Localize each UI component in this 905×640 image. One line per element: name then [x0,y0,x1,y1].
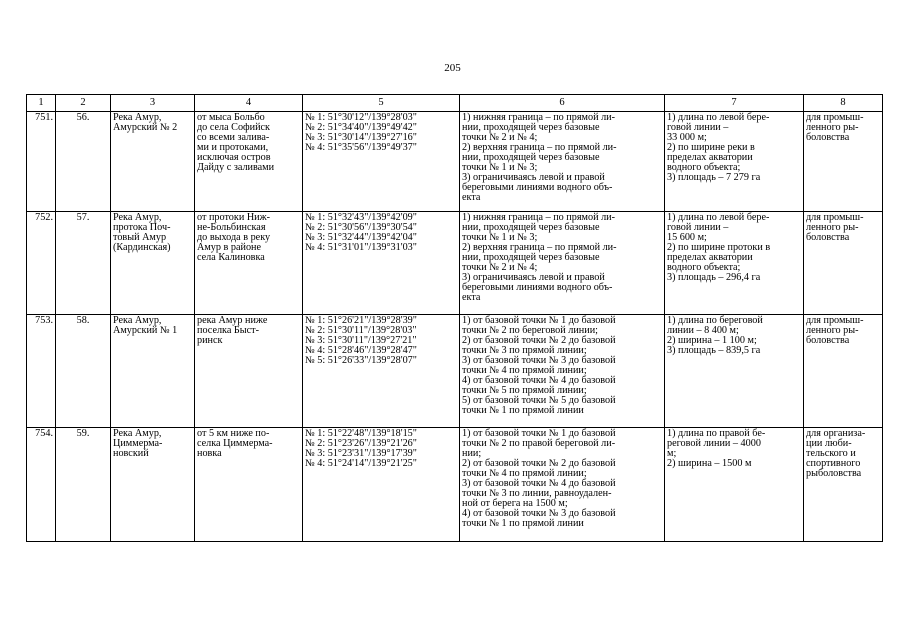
cell-line: поселка Быст- [197,325,259,336]
cell-line: не-Больбинская [197,222,266,233]
cell-line: № 2: 51°34'40"/139°49'42" [305,122,417,133]
location-description [195,112,303,212]
cell-line: новский [113,448,149,459]
base-point-coordinates [303,212,460,315]
cell-line: водного объекта; [667,262,741,273]
cell-line: береговыми линиями водного объ- [462,282,613,293]
cell-line: 5) от базовой точки № 5 до базовой [462,395,616,406]
cell-line: говой линии – [667,122,729,133]
cell-line: екта [462,292,481,303]
cell-line: боловства [806,232,850,243]
cell-line: 1) нижняя граница – по прямой ли- [462,112,615,123]
cell-line: № 3: 51°30'11"/139°27'21" [305,335,417,346]
cell-line: № 4: 51°28'46"/139°28'47" [305,345,417,356]
section-number: 58. [56,315,111,428]
cell-line: 3) площадь – 7 279 га [667,172,761,183]
cell-line: 4) от базовой точки № 3 до базовой [462,508,616,519]
cell-line: 1) длина по левой бере- [667,112,770,123]
table-row [27,315,883,428]
cell-line: № 4: 51°35'56"/139°49'37" [305,142,417,153]
cell-line: № 2: 51°23'26"/139°21'26" [305,438,417,449]
cell-line: пределах акватории [667,152,753,163]
water-body-name [111,428,195,542]
usage-purpose [804,315,883,428]
cell-line: точки № 2 и № 4; [462,132,538,143]
cell-line: 2) от базовой точки № 2 до базовой [462,458,616,469]
cell-line: боловства [806,132,850,143]
cell-line: пределах акватории [667,252,753,263]
header-row [27,95,883,112]
cell-line: 2) ширина – 1 100 м; [667,335,757,346]
header-cell: 2 [56,95,111,112]
registry-number: 752. [27,212,56,315]
usage-purpose [804,428,883,542]
cell-line: ленного ры- [806,122,859,133]
cell-line: до выхода в реку [197,232,271,243]
cell-line: товый Амур [113,232,167,243]
cell-line: Амур в районе [197,242,262,253]
cell-line: для промыш- [806,112,864,123]
cell-line: для промыш- [806,212,864,223]
cell-line: точки № 2 и № 4; [462,262,538,273]
cell-line: ции люби- [806,438,852,449]
cell-line: № 2: 51°30'56"/139°30'54" [305,222,417,233]
cell-line: нии, проходящей через базовые [462,252,600,263]
cell-line: селка Циммерма- [197,438,273,449]
cell-line: линии – 8 400 м; [667,325,739,336]
cell-line: № 2: 51°30'11"/139°28'03" [305,325,417,336]
header-cell: 3 [111,95,195,112]
cell-line: точки № 2 по правой береговой ли- [462,438,616,449]
cell-line: нии, проходящей через базовые [462,152,600,163]
header-cell: 5 [303,95,460,112]
section-number: 59. [56,428,111,542]
cell-line: до села Софийск [197,122,271,133]
table-row [27,112,883,212]
cell-line: говой линии – [667,222,729,233]
cell-line: 1) нижняя граница – по прямой ли- [462,212,615,223]
cell-line: 3) площадь – 296,4 га [667,272,761,283]
cell-line: точки № 3 по линии, равноудален- [462,488,612,499]
cell-line: 2) от базовой точки № 2 до базовой [462,335,616,346]
cell-line: екта [462,192,481,203]
cell-line: точки № 4 по прямой линии; [462,365,587,376]
cell-line: Дайду с заливами [197,162,275,173]
cell-line: № 1: 51°30'12"/139°28'03" [305,112,417,123]
cell-line: № 1: 51°26'21"/139°28'39" [305,315,417,326]
cell-line: со всеми залива- [197,132,270,143]
cell-line: от 5 км ниже по- [197,428,270,439]
cell-line: 3) от базовой точки № 4 до базовой [462,478,616,489]
cell-line: тельского и [806,448,856,459]
cell-line: нии, проходящей через базовые [462,122,600,133]
cell-line: 2) по ширине реки в [667,142,755,153]
area-dimensions [665,212,804,315]
base-point-coordinates [303,315,460,428]
cell-line: водного объекта; [667,162,741,173]
cell-line: точки № 1 по прямой линии [462,405,584,416]
cell-line: № 3: 51°30'14"/139°27'16" [305,132,417,143]
cell-line: протока Поч- [113,222,171,233]
boundary-description [460,212,665,315]
cell-line: (Кардинская) [113,242,171,253]
cell-line: точки № 5 по прямой линии; [462,385,587,396]
cell-line: м; [667,448,677,459]
area-dimensions [665,112,804,212]
cell-line: ленного ры- [806,222,859,233]
cell-line: нии, проходящей через базовые [462,222,600,233]
cell-line: 1) от базовой точки № 1 до базовой [462,428,616,439]
cell-line: Река Амур, [113,315,162,326]
cell-line: от протоки Ниж- [197,212,271,223]
cell-line: от мыса Больбо [197,112,265,123]
cell-line: Река Амур, [113,112,162,123]
section-number: 57. [56,212,111,315]
cell-line: 2) верхняя граница – по прямой ли- [462,242,617,253]
cell-line: ринск [197,335,223,346]
cell-line: № 1: 51°22'48"/139°18'15" [305,428,417,439]
cell-line: боловства [806,335,850,346]
area-dimensions [665,315,804,428]
cell-line: 1) длина по береговой [667,315,763,326]
cell-line: № 4: 51°31'01"/139°31'03" [305,242,417,253]
cell-line: 1) длина по левой бере- [667,212,770,223]
cell-line: для промыш- [806,315,864,326]
cell-line: № 5: 51°26'33"/139°28'07" [305,355,417,366]
table-row [27,428,883,542]
cell-line: точки № 1 и № 3; [462,162,538,173]
registry-number: 751. [27,112,56,212]
cell-line: 33 000 м; [667,132,707,143]
cell-line: 1) от базовой точки № 1 до базовой [462,315,616,326]
location-description [195,428,303,542]
water-body-name [111,212,195,315]
cell-line: точки № 3 по прямой линии; [462,345,587,356]
registry-number: 754. [27,428,56,542]
section-number: 56. [56,112,111,212]
fishing-grounds-table [26,94,883,542]
cell-line: 2) по ширине протоки в [667,242,771,253]
cell-line: ной от берега на 1500 м; [462,498,568,509]
base-point-coordinates [303,112,460,212]
cell-line: спортивного [806,458,861,469]
cell-line: точки № 1 и № 3; [462,232,538,243]
boundary-description [460,112,665,212]
cell-line: 2) верхняя граница – по прямой ли- [462,142,617,153]
boundary-description [460,428,665,542]
page-number: 205 [444,62,461,74]
header-cell: 1 [27,95,56,112]
cell-line: реговой линии – 4000 [667,438,761,449]
cell-line: 15 600 м; [667,232,707,243]
cell-line: ленного ры- [806,325,859,336]
water-body-name [111,315,195,428]
cell-line: исключая остров [197,152,271,163]
usage-purpose [804,212,883,315]
cell-line: № 3: 51°23'31"/139°17'39" [305,448,417,459]
cell-line: береговыми линиями водного объ- [462,182,613,193]
cell-line: новка [197,448,222,459]
registry-number: 753. [27,315,56,428]
cell-line: 3) ограничиваясь левой и правой [462,272,605,283]
location-description [195,315,303,428]
header-cell: 7 [665,95,804,112]
cell-line: № 3: 51°32'44"/139°42'04" [305,232,417,243]
base-point-coordinates [303,428,460,542]
cell-line: 3) ограничиваясь левой и правой [462,172,605,183]
cell-line: река Амур ниже [197,315,268,326]
cell-line: Циммерма- [113,438,163,449]
cell-line: точки № 1 по прямой линии [462,518,584,529]
header-cell: 4 [195,95,303,112]
boundary-description [460,315,665,428]
cell-line: 3) площадь – 839,5 га [667,345,761,356]
cell-line: 1) длина по правой бе- [667,428,766,439]
cell-line: точки № 4 по прямой линии; [462,468,587,479]
cell-line: № 4: 51°24'14"/139°21'25" [305,458,417,469]
cell-line: Амурский № 2 [113,122,178,133]
cell-line: ми и протоками, [197,142,269,153]
header-cell: 6 [460,95,665,112]
cell-line: Амурский № 1 [113,325,178,336]
area-dimensions [665,428,804,542]
cell-line: Река Амур, [113,428,162,439]
cell-line: рыболовства [806,468,862,479]
location-description [195,212,303,315]
usage-purpose [804,112,883,212]
table-row [27,212,883,315]
cell-line: Река Амур, [113,212,162,223]
cell-line: нии; [462,448,482,459]
cell-line: 2) ширина – 1500 м [667,458,752,469]
cell-line: для организа- [806,428,866,439]
cell-line: 4) от базовой точки № 4 до базовой [462,375,616,386]
header-cell: 8 [804,95,883,112]
cell-line: № 1: 51°32'43"/139°42'09" [305,212,417,223]
cell-line: села Калиновка [197,252,265,263]
cell-line: 3) от базовой точки № 3 до базовой [462,355,616,366]
water-body-name [111,112,195,212]
cell-line: точки № 2 по береговой линии; [462,325,598,336]
